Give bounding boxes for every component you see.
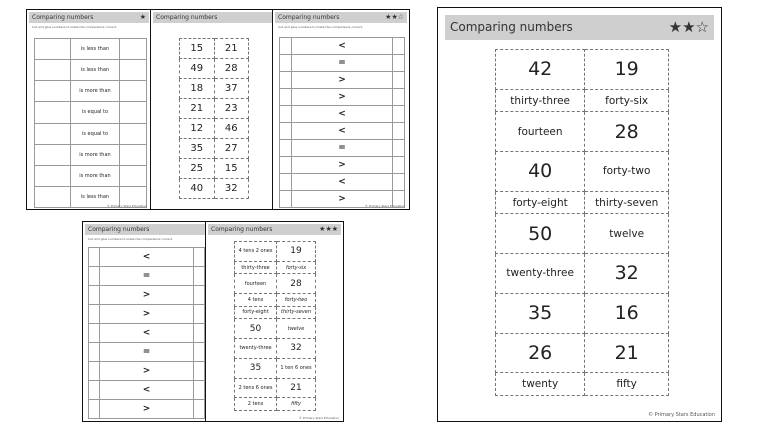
comparison-phrase: is less than <box>70 186 119 207</box>
symbol-table <box>279 37 405 208</box>
table-row <box>180 179 249 199</box>
table-row <box>235 319 316 339</box>
worksheet-thumbnail-3 <box>272 9 410 210</box>
number-card: twenty <box>496 373 585 396</box>
number-card: 35 <box>496 293 585 333</box>
table-row <box>89 324 205 343</box>
blank-cell <box>89 324 100 343</box>
comparison-symbol: < <box>291 38 392 55</box>
footer: © Primary Stars Education <box>364 204 405 208</box>
table-row <box>35 60 147 81</box>
blank-cell <box>280 106 292 123</box>
blank-cell <box>280 55 292 72</box>
blank-cell <box>35 123 71 144</box>
comparison-phrase: is equal to <box>70 123 119 144</box>
number-card: twenty-three <box>496 254 585 294</box>
number-card: 21 <box>585 333 669 373</box>
number-card: forty-two <box>277 294 316 307</box>
table-row <box>280 140 405 157</box>
number-card: 16 <box>585 293 669 333</box>
table-row <box>180 119 249 139</box>
instructions: Cut and glue numbers to make the comparisons correct. <box>88 237 173 241</box>
blank-cell <box>280 140 292 157</box>
worksheet-thumbnail-2 <box>150 9 276 210</box>
table-row <box>280 89 405 106</box>
blank-cell <box>120 81 147 102</box>
number-card: 23 <box>214 99 249 119</box>
number-card: 28 <box>277 274 316 294</box>
comparison-symbol: > <box>291 191 392 208</box>
blank-cell <box>280 123 292 140</box>
number-card: 37 <box>214 79 249 99</box>
sheet-title: Comparing numbers <box>211 226 273 233</box>
number-card: twelve <box>277 319 316 339</box>
table-row <box>496 254 669 294</box>
comparison-symbol: > <box>291 89 392 106</box>
number-cards-table <box>234 241 316 411</box>
number-card: 21 <box>214 39 249 59</box>
table-row <box>35 39 147 60</box>
symbol-table <box>88 247 205 419</box>
blank-cell <box>280 38 292 55</box>
blank-cell <box>89 305 100 324</box>
number-card: 12 <box>180 119 215 139</box>
blank-cell <box>393 174 405 191</box>
blank-cell <box>393 106 405 123</box>
number-card: thirty-three <box>235 261 277 274</box>
comparison-phrase: is equal to <box>70 102 119 123</box>
blank-cell <box>89 267 100 286</box>
blank-cell <box>35 102 71 123</box>
blank-cell <box>120 60 147 81</box>
table-row <box>235 294 316 307</box>
comparison-symbol: < <box>291 106 392 123</box>
table-row <box>496 112 669 152</box>
blank-cell <box>193 362 204 381</box>
number-card: 32 <box>214 179 249 199</box>
number-card: forty-six <box>585 89 669 111</box>
table-row <box>280 72 405 89</box>
blank-cell <box>280 191 292 208</box>
number-card: 28 <box>585 112 669 152</box>
blank-cell <box>280 89 292 106</box>
table-row <box>496 214 669 254</box>
worksheet-preview-large <box>437 7 722 422</box>
star-rating: ★★☆ <box>385 13 404 21</box>
table-row <box>496 293 669 333</box>
number-card: 35 <box>180 139 215 159</box>
comparison-symbol: = <box>291 140 392 157</box>
comparison-symbol: > <box>99 362 193 381</box>
table-row <box>496 152 669 192</box>
sheet-title: Comparing numbers <box>278 14 340 21</box>
footer: © Primary Stars Education <box>106 204 147 208</box>
table-row <box>496 333 669 373</box>
number-card: 15 <box>180 39 215 59</box>
blank-cell <box>120 165 147 186</box>
number-card: 2 tens <box>235 398 277 411</box>
star-rating: ★★☆ <box>668 18 709 36</box>
table-row <box>235 358 316 378</box>
comparison-phrase: is less than <box>70 39 119 60</box>
comparison-symbol: > <box>291 157 392 174</box>
number-card: thirty-seven <box>585 191 669 213</box>
number-card: twenty-three <box>235 339 277 359</box>
blank-cell <box>393 140 405 157</box>
blank-cell <box>35 39 71 60</box>
table-row <box>89 362 205 381</box>
table-row <box>180 79 249 99</box>
comparison-phrase: is more than <box>70 144 119 165</box>
number-card: 21 <box>277 378 316 398</box>
comparison-symbol: = <box>99 343 193 362</box>
blank-cell <box>280 157 292 174</box>
number-card: 40 <box>496 152 585 192</box>
blank-cell <box>89 362 100 381</box>
blank-cell <box>393 89 405 106</box>
comparison-symbol: < <box>291 174 392 191</box>
table-row <box>180 99 249 119</box>
star-rating: ★ <box>139 13 146 21</box>
blank-cell <box>120 123 147 144</box>
number-card: thirty-seven <box>277 306 316 319</box>
blank-cell <box>120 39 147 60</box>
blank-cell <box>35 186 71 207</box>
table-row <box>89 343 205 362</box>
number-card: fourteen <box>235 274 277 294</box>
table-row <box>235 306 316 319</box>
worksheet-thumbnail-1 <box>26 9 152 210</box>
number-cards-table <box>495 49 669 396</box>
table-row <box>280 157 405 174</box>
sheet-title: Comparing numbers <box>156 14 218 21</box>
table-row <box>180 159 249 179</box>
blank-cell <box>193 286 204 305</box>
table-row <box>35 165 147 186</box>
blank-cell <box>193 343 204 362</box>
sheet-header <box>275 12 407 23</box>
sheet-header <box>85 224 206 235</box>
number-card: 1 ten 6 ones <box>277 358 316 378</box>
footer: © Primary Stars Education <box>648 412 715 418</box>
number-card: 25 <box>180 159 215 179</box>
blank-cell <box>193 267 204 286</box>
number-card: 19 <box>585 50 669 90</box>
number-card: 28 <box>214 59 249 79</box>
table-row <box>35 123 147 144</box>
blank-cell <box>35 144 71 165</box>
sheet-header <box>208 224 341 235</box>
number-card: 42 <box>496 50 585 90</box>
comparison-phrase: is more than <box>70 165 119 186</box>
blank-cell <box>35 165 71 186</box>
blank-cell <box>193 381 204 400</box>
sheet-header <box>153 12 273 23</box>
comparison-phrase: is more than <box>70 81 119 102</box>
number-card: 4 tens 2 ones <box>235 242 277 262</box>
blank-cell <box>193 400 204 419</box>
table-row <box>496 50 669 90</box>
table-row <box>35 81 147 102</box>
comparison-symbol: = <box>99 267 193 286</box>
sheet-header <box>445 15 714 40</box>
blank-cell <box>89 381 100 400</box>
table-row <box>280 123 405 140</box>
table-row <box>89 305 205 324</box>
blank-cell <box>120 102 147 123</box>
comparison-symbol: > <box>291 72 392 89</box>
table-row <box>235 261 316 274</box>
worksheet-thumbnail-5 <box>205 221 344 422</box>
blank-cell <box>89 400 100 419</box>
comparison-symbol: > <box>99 400 193 419</box>
blank-cell <box>393 123 405 140</box>
table-row <box>89 267 205 286</box>
table-row <box>89 381 205 400</box>
number-card: 21 <box>180 99 215 119</box>
number-card: 27 <box>214 139 249 159</box>
sheet-title: Comparing numbers <box>450 20 573 34</box>
blank-cell <box>393 157 405 174</box>
comparison-symbol: > <box>99 305 193 324</box>
comparison-symbol: < <box>99 381 193 400</box>
table-row <box>280 106 405 123</box>
number-card: 32 <box>585 254 669 294</box>
blank-cell <box>280 72 292 89</box>
comparison-table <box>34 38 147 208</box>
table-row <box>235 242 316 262</box>
sheet-title: Comparing numbers <box>32 14 94 21</box>
number-card: fifty <box>585 373 669 396</box>
number-card: 46 <box>214 119 249 139</box>
comparison-phrase: is less than <box>70 60 119 81</box>
table-row <box>180 59 249 79</box>
comparison-symbol: > <box>99 286 193 305</box>
blank-cell <box>393 38 405 55</box>
number-card: 50 <box>235 319 277 339</box>
blank-cell <box>120 144 147 165</box>
instructions: Cut and glue numbers to make the comparisons correct. <box>278 25 363 29</box>
blank-cell <box>89 343 100 362</box>
blank-cell <box>393 55 405 72</box>
instructions: Cut and glue numbers to make the comparisons correct. <box>32 25 117 29</box>
blank-cell <box>35 81 71 102</box>
table-row <box>235 378 316 398</box>
comparison-symbol: < <box>291 123 392 140</box>
table-row <box>180 139 249 159</box>
table-row <box>280 174 405 191</box>
number-card: twelve <box>585 214 669 254</box>
blank-cell <box>89 286 100 305</box>
table-row <box>496 373 669 396</box>
number-card: forty-eight <box>235 306 277 319</box>
number-card: forty-eight <box>496 191 585 213</box>
blank-cell <box>193 324 204 343</box>
table-row <box>89 286 205 305</box>
sheet-title: Comparing numbers <box>88 226 150 233</box>
blank-cell <box>193 248 204 267</box>
number-card: thirty-three <box>496 89 585 111</box>
star-rating: ★★★ <box>319 225 338 233</box>
comparison-symbol: = <box>291 55 392 72</box>
number-card: 35 <box>235 358 277 378</box>
table-row <box>496 191 669 213</box>
number-card: 32 <box>277 339 316 359</box>
comparison-symbol: < <box>99 248 193 267</box>
table-row <box>180 39 249 59</box>
number-card: 15 <box>214 159 249 179</box>
number-card: 2 tens 6 ones <box>235 378 277 398</box>
table-row <box>89 400 205 419</box>
number-card: fifty <box>277 398 316 411</box>
sheet-header <box>29 12 149 23</box>
comparison-symbol: < <box>99 324 193 343</box>
number-card: forty-six <box>277 261 316 274</box>
table-row <box>35 102 147 123</box>
table-row <box>235 339 316 359</box>
number-card: 18 <box>180 79 215 99</box>
blank-cell <box>35 60 71 81</box>
number-card: 50 <box>496 214 585 254</box>
number-card: 19 <box>277 242 316 262</box>
table-row <box>235 398 316 411</box>
blank-cell <box>193 305 204 324</box>
blank-cell <box>393 72 405 89</box>
table-row <box>89 248 205 267</box>
table-row <box>280 55 405 72</box>
table-row <box>235 274 316 294</box>
number-cards-table <box>179 38 249 199</box>
worksheet-thumbnail-4 <box>82 221 209 422</box>
blank-cell <box>89 248 100 267</box>
blank-cell <box>280 174 292 191</box>
number-card: 40 <box>180 179 215 199</box>
table-row <box>35 144 147 165</box>
footer: © Primary Stars Education <box>298 416 339 420</box>
table-row <box>496 89 669 111</box>
number-card: 26 <box>496 333 585 373</box>
number-card: 4 tens <box>235 294 277 307</box>
number-card: 49 <box>180 59 215 79</box>
number-card: forty-two <box>585 152 669 192</box>
table-row <box>280 38 405 55</box>
number-card: fourteen <box>496 112 585 152</box>
